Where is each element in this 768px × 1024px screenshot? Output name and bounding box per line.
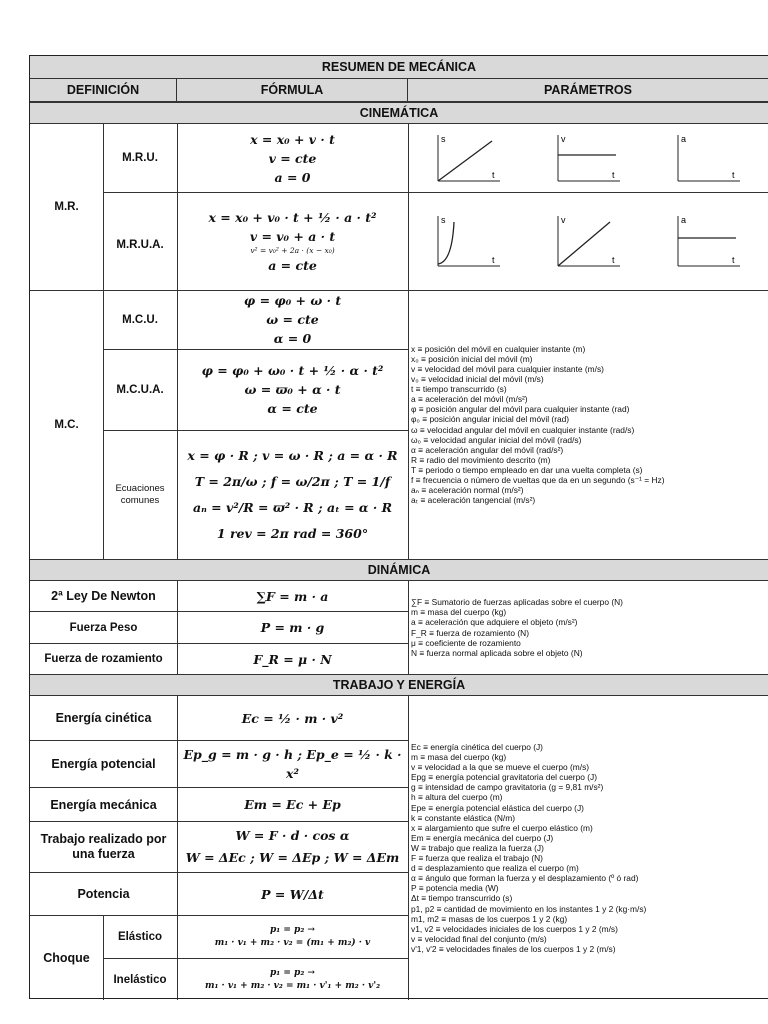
parameter-line: Em ≡ energía mecánica del cuerpo (J): [411, 832, 554, 843]
formula: W = ΔEc ; W = ΔEp ; W = ΔEm: [185, 850, 400, 865]
header-parametros: PARÁMETROS: [408, 79, 768, 102]
energia-potencial-formula: Ep_g = m · g · h ; Ep_e = ½ · k · x²: [183, 747, 402, 781]
parameter-line: f ≡ frecuencia o número de vueltas que da en un segundo (s⁻¹ = Hz): [411, 474, 665, 485]
formula: φ = φ₀ + ω₀ · t + ½ · α · t²: [201, 363, 384, 378]
parameter-line: v'1, v'2 ≡ velocidades finales de los cuerpos 1 y 2 (m/s): [411, 943, 616, 954]
dinamica-parameters: [408, 581, 768, 674]
formula: p₁ = p₂ →: [270, 967, 315, 978]
parameter-line: T ≡ periodo o tiempo empleado en dar una vuelta completa (s): [411, 464, 643, 475]
axis-label: v: [561, 215, 566, 225]
parameter-line: ω ≡ velocidad angular del móvil en cualquier instante (rad/s): [411, 424, 635, 435]
energia-cinetica-label: Energía cinética: [55, 711, 152, 725]
ecuaciones-comunes-label: Ecuaciones comunes: [115, 482, 165, 506]
mru-acceleration-graph: [672, 131, 744, 185]
newton-formula: ∑F = m · a: [256, 588, 329, 604]
potencia-label: Potencia: [77, 887, 130, 901]
choque-label: Choque: [43, 951, 90, 965]
peso-label: Fuerza Peso: [69, 621, 138, 634]
sheet-title: RESUMEN DE MECÁNICA: [30, 56, 768, 79]
parameter-line: φ ≡ posición angular del móvil para cualquier instante (rad): [411, 404, 630, 415]
formula: x = φ · R ; v = ω · R ; a = α · R: [187, 447, 398, 463]
mrua-graphs: [408, 192, 768, 290]
mrua-acceleration-graph: [672, 212, 744, 270]
parameter-line: k ≡ constante elástica (N/m): [411, 812, 516, 823]
parameter-line: F ≡ fuerza que realiza el trabajo (N): [411, 853, 543, 864]
axis-label: t: [612, 170, 615, 180]
choque-elastico-formulas: [177, 916, 408, 958]
parameter-line: a ≡ aceleración que adquiere el objeto (m/s²): [411, 617, 578, 628]
mrua-label: M.R.U.A.: [116, 239, 164, 251]
energia-mecanica-formula: Em = Ec + Ep: [244, 797, 341, 812]
trabajo-fuerza-formulas: [177, 822, 408, 872]
parameter-line: x ≡ posición del móvil en cualquier instante (m): [411, 343, 586, 354]
section-cinematica: CINEMÁTICA: [30, 102, 768, 124]
parameter-line: R ≡ radio del movimiento descrito (m): [411, 454, 551, 465]
parameter-line: m ≡ masa del cuerpo (kg): [411, 607, 507, 618]
parameter-line: a ≡ aceleración del móvil (m/s²): [411, 394, 528, 405]
mru-position-graph: [432, 131, 504, 185]
formula: W = F · d · cos α: [235, 828, 350, 843]
parameter-line: P ≡ potencia media (W): [411, 883, 499, 894]
formula: aₙ = v²/R = ϖ² · R ; aₜ = α · R: [193, 499, 392, 515]
formula: 1 rev = 2π rad = 360°: [216, 525, 369, 541]
mechanics-summary-sheet: [29, 55, 768, 999]
header-definicion: DEFINICIÓN: [30, 79, 177, 102]
section-trabajo-energia: TRABAJO Y ENERGÍA: [30, 674, 768, 696]
axis-label: a: [681, 215, 687, 225]
parameter-line: d ≡ desplazamiento que realiza el cuerpo (m): [411, 863, 579, 874]
parameter-line: φ₀ ≡ posición angular inicial del móvil (rad): [411, 414, 570, 425]
energia-mecanica-label: Energía mecánica: [50, 797, 157, 812]
energia-cinetica-formula: Ec = ½ · m · v²: [241, 710, 344, 726]
parameter-line: Δt ≡ tiempo transcurrido (s): [411, 893, 513, 904]
parameter-line: t ≡ tiempo transcurrido (s): [411, 384, 507, 395]
axis-label: t: [732, 170, 735, 180]
formula: m₁ · v₁ + m₂ · v₂ = (m₁ + m₂) · v: [214, 938, 371, 948]
cinematica-parameters: [408, 290, 768, 559]
parameter-line: Epe ≡ energía potencial elástica del cuerpo (J): [411, 802, 584, 813]
parameter-line: v ≡ velocidad final del conjunto (m/s): [411, 933, 547, 944]
axis-label: t: [612, 255, 615, 265]
mrua-formulas: [177, 192, 408, 290]
mcu-formulas: [177, 290, 408, 349]
mcua-formulas: [177, 349, 408, 430]
formula: a = 0: [274, 169, 311, 185]
formula: x = x₀ + v · t: [250, 131, 335, 147]
formula: v² = v₀² + 2a · (x − x₀): [250, 245, 335, 255]
newton-label: 2ª Ley De Newton: [51, 589, 156, 603]
axis-label: v: [561, 134, 566, 144]
parameter-line: α ≡ ángulo que forman la fuerza y el desplazamiento (º ó rad): [411, 873, 639, 884]
formula: a = cte: [268, 257, 317, 273]
parameter-line: h ≡ altura del cuerpo (m): [411, 792, 503, 803]
formula: α = 0: [273, 331, 312, 346]
rozamiento-formula: F_R = μ · N: [253, 651, 332, 667]
parameter-line: v ≡ velocidad a la que se mueve el cuerpo (m/s): [411, 762, 590, 773]
peso-formula: P = m · g: [260, 620, 325, 635]
choque-inelastico-label: Inelástico: [113, 973, 167, 986]
parameter-line: ω₀ ≡ velocidad angular inicial del móvil (rad/s): [411, 434, 582, 445]
parameter-line: x ≡ alargamiento que sufre el cuerpo elástico (m): [411, 822, 593, 833]
parameter-line: W ≡ trabajo que realiza la fuerza (J): [411, 842, 544, 853]
parameter-line: m1, m2 ≡ masas de los cuerpos 1 y 2 (kg): [411, 913, 568, 924]
parameter-line: m ≡ masa del cuerpo (kg): [411, 752, 507, 763]
mru-graphs: [408, 124, 768, 192]
formula: T = 2π/ω ; f = ω/2π ; T = 1/f: [194, 473, 391, 489]
formula: v = v₀ + a · t: [249, 228, 336, 244]
parameter-line: aₜ ≡ aceleración tangencial (m/s²): [411, 495, 536, 506]
parameter-line: μ ≡ coeficiente de rozamiento: [411, 637, 521, 648]
parameter-line: v₀ ≡ velocidad inicial del móvil (m/s): [411, 374, 544, 385]
section-dinamica: DINÁMICA: [30, 559, 768, 581]
formula: x = x₀ + v₀ · t + ½ · a · t²: [208, 209, 377, 225]
axis-label: t: [732, 255, 735, 265]
mru-label: M.R.U.: [122, 152, 158, 164]
header-formula: FÓRMULA: [177, 79, 408, 102]
mrua-velocity-graph: [552, 212, 624, 270]
formula: p₁ = p₂ →: [270, 925, 315, 935]
mrua-position-graph: [432, 212, 504, 270]
parameter-line: Epg ≡ energía potencial gravitatoria del cuerpo (J): [411, 772, 597, 783]
axis-label: s: [441, 134, 446, 144]
formula: v = cte: [268, 150, 317, 166]
parameter-line: N ≡ fuerza normal aplicada sobre el objeto (N): [411, 647, 583, 658]
parameter-line: p1, p2 ≡ cantidad de movimiento en los instantes 1 y 2 (kg·m/s): [411, 903, 647, 914]
parameter-line: g ≡ intensidad de campo gravitatoria (g = 9,81 m/s²): [411, 782, 604, 793]
mru-velocity-graph: [552, 131, 624, 185]
potencia-formula: P = W/Δt: [261, 886, 324, 902]
axis-label: t: [492, 170, 495, 180]
mc-label: M.C.: [54, 418, 79, 431]
choque-elastico-label: Elástico: [117, 931, 163, 943]
trabajo-energia-parameters: [408, 696, 768, 1000]
parameter-line: ∑F ≡ Sumatorio de fuerzas aplicadas sobre el cuerpo (N): [411, 597, 623, 608]
formula: ω = ϖ₀ + α · t: [244, 382, 341, 397]
mcua-label: M.C.U.A.: [116, 383, 164, 396]
axis-label: t: [492, 255, 495, 265]
axis-label: a: [681, 134, 687, 144]
parameter-line: F_R ≡ fuerza de rozamiento (N): [411, 627, 529, 638]
parameter-line: aₙ ≡ aceleración normal (m/s²): [411, 485, 524, 496]
parameter-line: Ec ≡ energía cinética del cuerpo (J): [411, 742, 543, 753]
mr-label: M.R.: [54, 201, 79, 213]
rozamiento-label: Fuerza de rozamiento: [44, 653, 163, 665]
formula: φ = φ₀ + ω · t: [243, 293, 342, 308]
parameter-line: v1, v2 ≡ velocidades iniciales de los cuerpos 1 y 2 (m/s): [411, 923, 618, 934]
parameter-line: x₀ ≡ posición inicial del móvil (m): [411, 353, 533, 364]
choque-inelastico-formulas: [177, 959, 408, 1000]
formula: m₁ · v₁ + m₂ · v₂ = m₁ · v'₁ + m₂ · v'₂: [204, 980, 381, 991]
mcu-label: M.C.U.: [122, 313, 158, 326]
trabajo-fuerza-label: Trabajo realizado por una fuerza: [40, 832, 167, 861]
parameter-line: α ≡ aceleración angular del móvil (rad/s²): [411, 444, 564, 455]
parameter-line: v ≡ velocidad del móvil para cualquier instante (m/s): [411, 363, 604, 374]
ecuaciones-comunes-formulas: [177, 430, 408, 559]
formula: α = cte: [267, 401, 318, 416]
energia-potencial-label: Energía potencial: [51, 757, 156, 771]
mru-formulas: [177, 124, 408, 192]
formula: ω = cte: [266, 312, 319, 327]
axis-label: s: [441, 215, 446, 225]
